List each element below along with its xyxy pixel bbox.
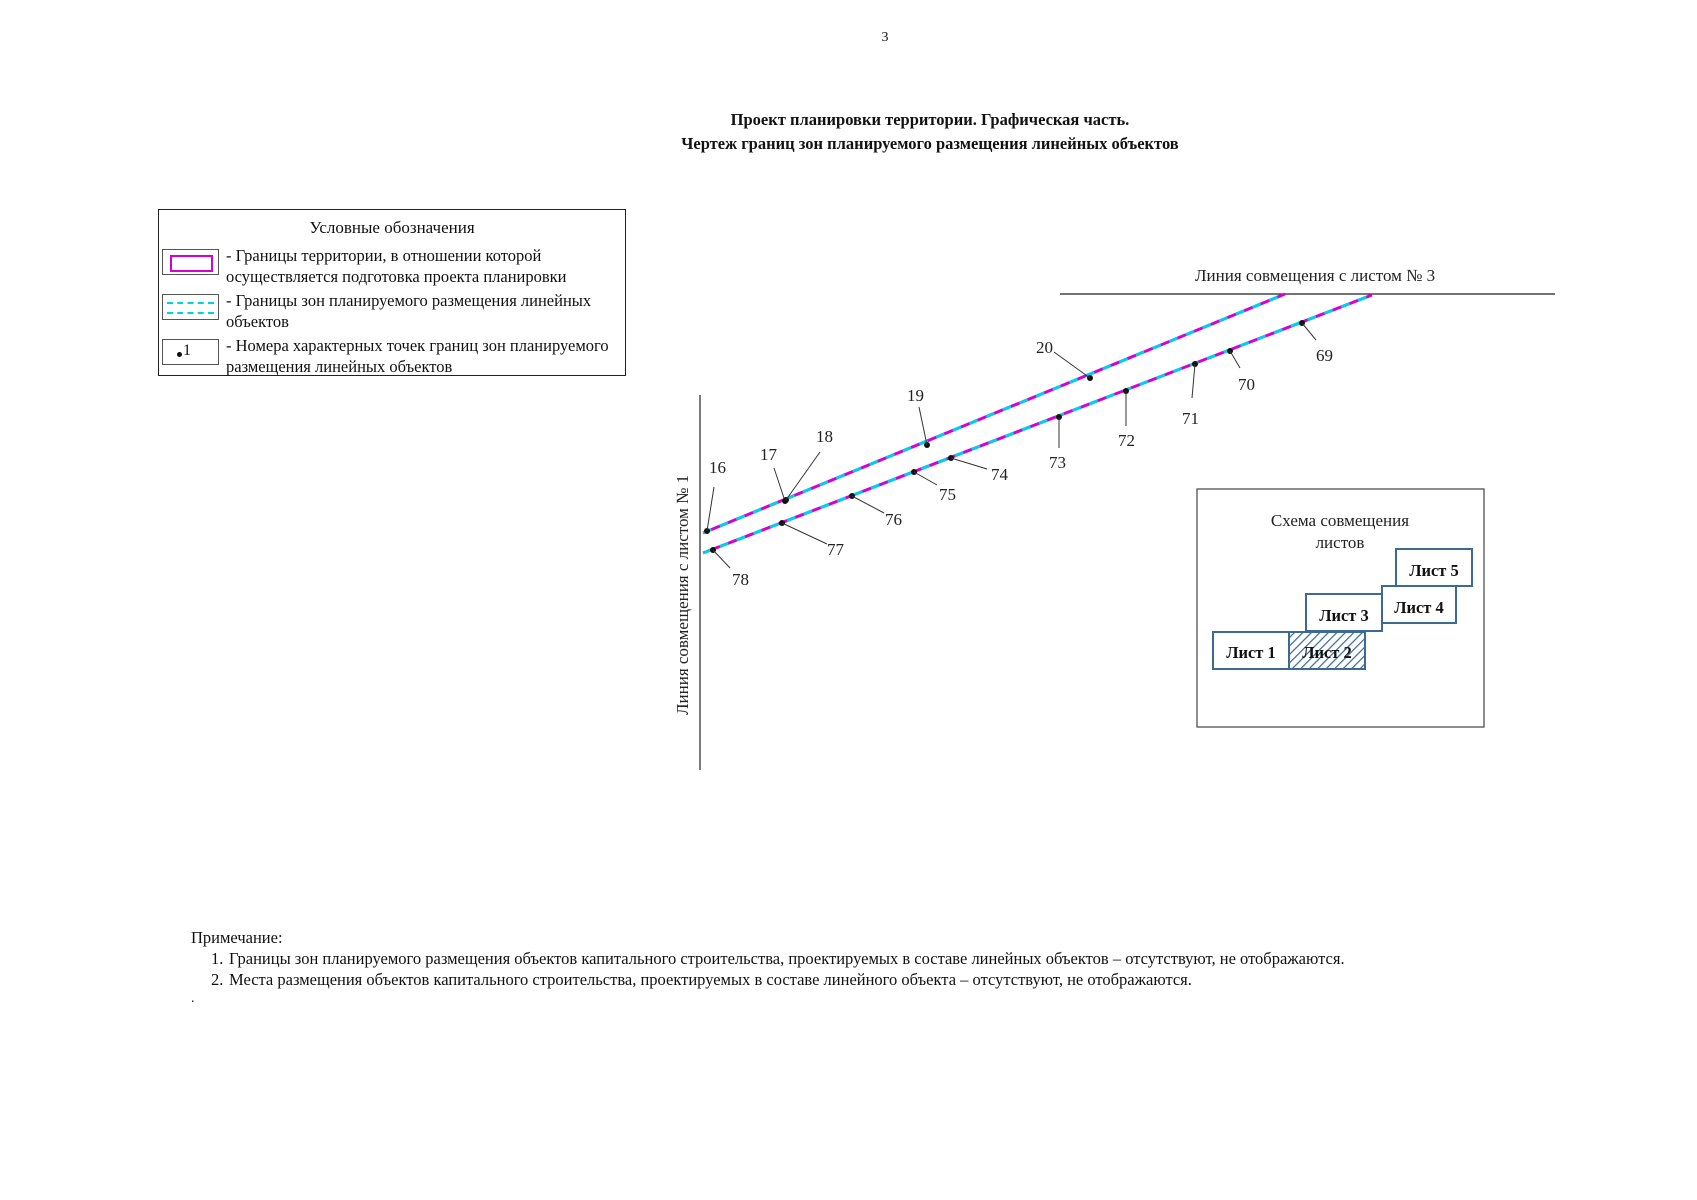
notes-list [191,948,1591,990]
scheme-sheet-4 [1382,586,1456,623]
point-label: 77 [827,540,844,559]
scheme-sheet-label: Лист 1 [1226,643,1276,662]
notes [191,927,1591,990]
legend-item-text: - Границы зон планируемого размещения линейных объектов [226,291,592,331]
point-17 [760,445,788,504]
point-78 [710,547,749,589]
note-number: 1. [211,949,224,968]
legend-item-text: - Границы территории, в отношении которой осуществляется подготовка проекта планировки [226,246,567,286]
scheme-sheet-5 [1396,549,1472,586]
page-number: 3 [881,30,889,45]
point-19 [907,386,930,448]
point-number-glyph: 1 [183,342,191,359]
point-16 [704,458,726,534]
match-line-sheet-1-label: Линия совмещения с листом № 1 [673,474,692,715]
point-20 [1036,338,1093,381]
point-label: 74 [991,465,1008,484]
title-line-1: Проект планировки территории. Графическая часть. [730,110,1130,129]
point-70 [1227,348,1255,394]
point-76 [849,493,902,529]
notes-heading: Примечание: [191,928,283,947]
point-label: 69 [1316,346,1333,365]
scheme-sheet-label: Лист 5 [1409,561,1459,580]
note-number: 2. [211,970,224,989]
point-73 [1049,414,1066,472]
scheme-sheet-2-current [1289,632,1365,669]
point-74 [948,455,1009,484]
scheme-sheet-label: Лист 2 [1302,643,1352,662]
match-line-sheet-3-label: Линия совмещения с листом № 3 [1195,266,1436,285]
point-label: 78 [732,570,749,589]
point-69 [1299,320,1333,365]
point-label: 17 [760,445,777,464]
point-label: 18 [816,427,833,446]
point-label: 72 [1118,431,1135,450]
point-71 [1182,361,1199,428]
scheme-sheet-3 [1306,594,1382,631]
point-77 [779,520,845,559]
point-label: 75 [939,485,956,504]
scheme-title-line-2: листов [1315,533,1365,552]
point-label: 73 [1049,453,1066,472]
note-text: Границы зон планируемого размещения объектов капитального строительства, проектируемых в составе линейных объектов – отсутствуют, не отображаются. [229,949,1345,968]
note-item [211,948,1591,969]
point-18 [783,427,833,503]
trailing-mark: . [191,991,195,1006]
point-label: 71 [1182,409,1199,428]
point-label: 20 [1036,338,1053,357]
scheme-sheet-label: Лист 3 [1319,606,1369,625]
title-line-2: Чертеж границ зон планируемого размещения линейных объектов [681,134,1179,153]
note-item [211,969,1591,990]
point-72 [1118,388,1135,450]
scheme-title-line-1: Схема совмещения [1270,511,1410,530]
point-label: 76 [885,510,902,529]
point-label: 16 [709,458,726,477]
legend-item-text: - Номера характерных точек границ зон планируемого размещения линейных объектов [226,336,609,376]
point-label: 19 [907,386,924,405]
scheme-sheet-label: Лист 4 [1394,598,1444,617]
point-label: 70 [1238,375,1255,394]
scheme-sheet-1 [1213,632,1289,669]
note-text: Места размещения объектов капитального строительства, проектируемых в составе линейного объекта – отсутствуют, не отображаются. [229,970,1192,989]
point-75 [911,469,956,504]
legend-heading: Условные обозначения [309,218,475,237]
sheet-alignment-scheme [1197,489,1484,727]
